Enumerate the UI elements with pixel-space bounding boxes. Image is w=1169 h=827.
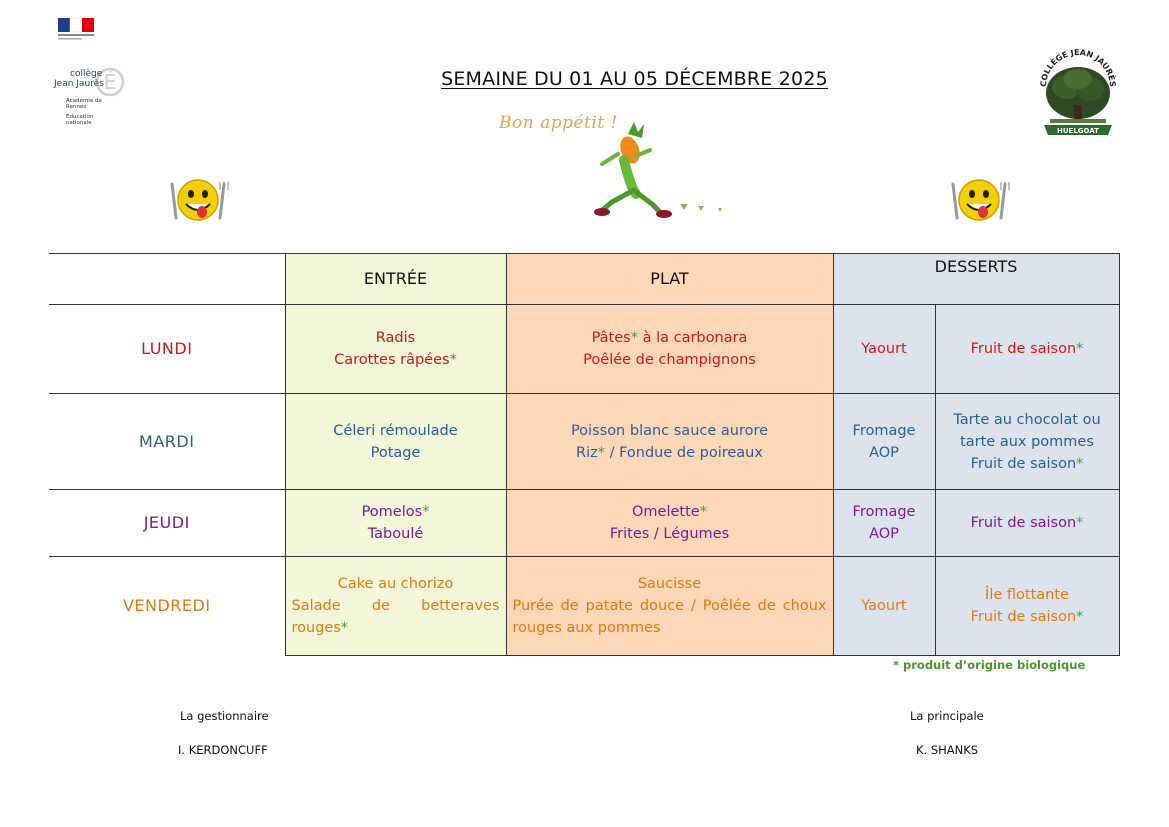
organic-star: * xyxy=(1076,515,1084,531)
svg-text:É: É xyxy=(103,70,117,94)
menu-item: Fruit de saison xyxy=(970,609,1077,625)
running-vegetable-illustration xyxy=(590,116,730,220)
signature-right-role: La principale xyxy=(910,709,984,723)
tree-emblem-icon xyxy=(1036,45,1120,140)
menu-item: à la carbonara xyxy=(642,330,748,346)
dessert2-cell xyxy=(935,557,1119,656)
signature-left-role: La gestionnaire xyxy=(180,709,269,723)
menu-item: / Fondue de poireaux xyxy=(609,444,763,461)
header-empty-cell xyxy=(49,254,285,305)
menu-item: Saucisse xyxy=(637,576,702,592)
dessert1-cell xyxy=(833,490,935,557)
organic-star: * xyxy=(630,330,638,346)
entree-cell xyxy=(285,305,506,394)
dessert2-cell xyxy=(935,305,1119,394)
menu-item: AOP xyxy=(869,444,899,461)
organic-star: * xyxy=(597,444,605,461)
menu-item: Salade de betteraves rouges xyxy=(291,598,500,636)
header-desserts: DESSERTS xyxy=(833,254,1119,305)
menu-item: Cake au chorizo xyxy=(337,576,454,592)
organic-star: * xyxy=(699,504,707,520)
menu-item: Riz xyxy=(576,444,598,461)
plat-cell xyxy=(506,394,833,490)
organic-star: * xyxy=(1076,609,1084,625)
menu-item: Céleri rémoulade xyxy=(333,422,458,439)
logo-left-line3: Académie de Rennes xyxy=(66,98,102,110)
menu-item: Tarte au chocolat ou xyxy=(953,411,1101,428)
smiley-right-icon xyxy=(947,174,1011,226)
day-cell-vendredi: VENDREDI xyxy=(49,557,285,656)
organic-star: * xyxy=(1076,455,1084,472)
menu-table xyxy=(49,253,1120,656)
entree-cell xyxy=(285,557,506,656)
menu-item: Poêlée de champignons xyxy=(583,352,756,368)
plat-cell xyxy=(506,557,833,656)
organic-footnote: * produit d’origine biologique xyxy=(893,658,1086,672)
header-plat: PLAT xyxy=(506,254,833,305)
logo-left-line2: Jean Jaurès xyxy=(54,79,104,89)
signature-left-name: I. KERDONCUFF xyxy=(178,743,268,757)
menu-item: Pâtes xyxy=(591,330,631,346)
entree-cell xyxy=(285,490,506,557)
logo-left-line1: collège xyxy=(70,69,103,79)
menu-item: Yaourt xyxy=(861,598,907,614)
menu-item: Fruit de saison xyxy=(970,341,1077,357)
page-title: SEMAINE DU 01 AU 05 DÉCEMBRE 2025 xyxy=(441,68,828,90)
menu-item: Purée de patate douce / Poêlée de choux rouges aux pommes xyxy=(512,598,827,636)
menu-item: Fromage xyxy=(852,422,916,439)
logo-right-banner: HUELGOAT xyxy=(1057,127,1099,135)
table-row xyxy=(49,490,1119,557)
table-row xyxy=(49,305,1119,394)
menu-item: Pomelos xyxy=(361,504,423,520)
logo-right-arc-text: COLLÈGE JEAN JAURÈS xyxy=(1038,47,1118,88)
dessert2-cell xyxy=(935,394,1119,490)
menu-item-block xyxy=(292,595,500,639)
organic-star: * xyxy=(449,352,457,368)
menu-item: Taboulé xyxy=(367,526,424,542)
menu-item: AOP xyxy=(869,526,899,542)
menu-item: Fromage xyxy=(852,504,916,520)
dessert1-cell xyxy=(833,394,935,490)
table-row xyxy=(49,394,1119,490)
bon-appetit-text: Bon appétit ! xyxy=(499,113,618,133)
menu-item: Fruit de saison xyxy=(970,515,1077,531)
organic-star: * xyxy=(340,620,349,636)
entree-cell xyxy=(285,394,506,490)
menu-item: tarte aux pommes xyxy=(960,433,1094,450)
plat-cell xyxy=(506,490,833,557)
menu-item: Poisson blanc sauce aurore xyxy=(570,422,769,439)
day-cell-jeudi: JEUDI xyxy=(49,490,285,557)
menu-item: Île flottante xyxy=(985,587,1069,603)
table-header-row xyxy=(49,254,1119,305)
marianne-flag-icon xyxy=(58,18,96,40)
menu-item: Omelette xyxy=(632,504,700,520)
organic-star: * xyxy=(1076,341,1084,357)
day-cell-mardi: MARDI xyxy=(49,394,285,490)
header-entree: ENTRÉE xyxy=(285,254,506,305)
menu-item: Radis xyxy=(375,330,416,346)
menu-item: Fruit de saison xyxy=(970,455,1077,472)
dessert1-cell xyxy=(833,305,935,394)
signature-right-name: K. SHANKS xyxy=(916,743,979,757)
dessert1-cell xyxy=(833,557,935,656)
menu-item: Yaourt xyxy=(861,341,907,357)
organic-star: * xyxy=(422,504,430,520)
dessert2-cell xyxy=(935,490,1119,557)
day-cell-lundi: LUNDI xyxy=(49,305,285,394)
smiley-left-icon xyxy=(166,174,230,226)
menu-item: Potage xyxy=(370,444,421,461)
table-row xyxy=(49,557,1119,656)
menu-item: Frites / Légumes xyxy=(609,526,730,542)
menu-item: Carottes râpées xyxy=(334,352,450,368)
plat-cell xyxy=(506,305,833,394)
logo-left-line4: Éducation nationale xyxy=(66,114,94,126)
college-logo-right xyxy=(1036,45,1120,140)
